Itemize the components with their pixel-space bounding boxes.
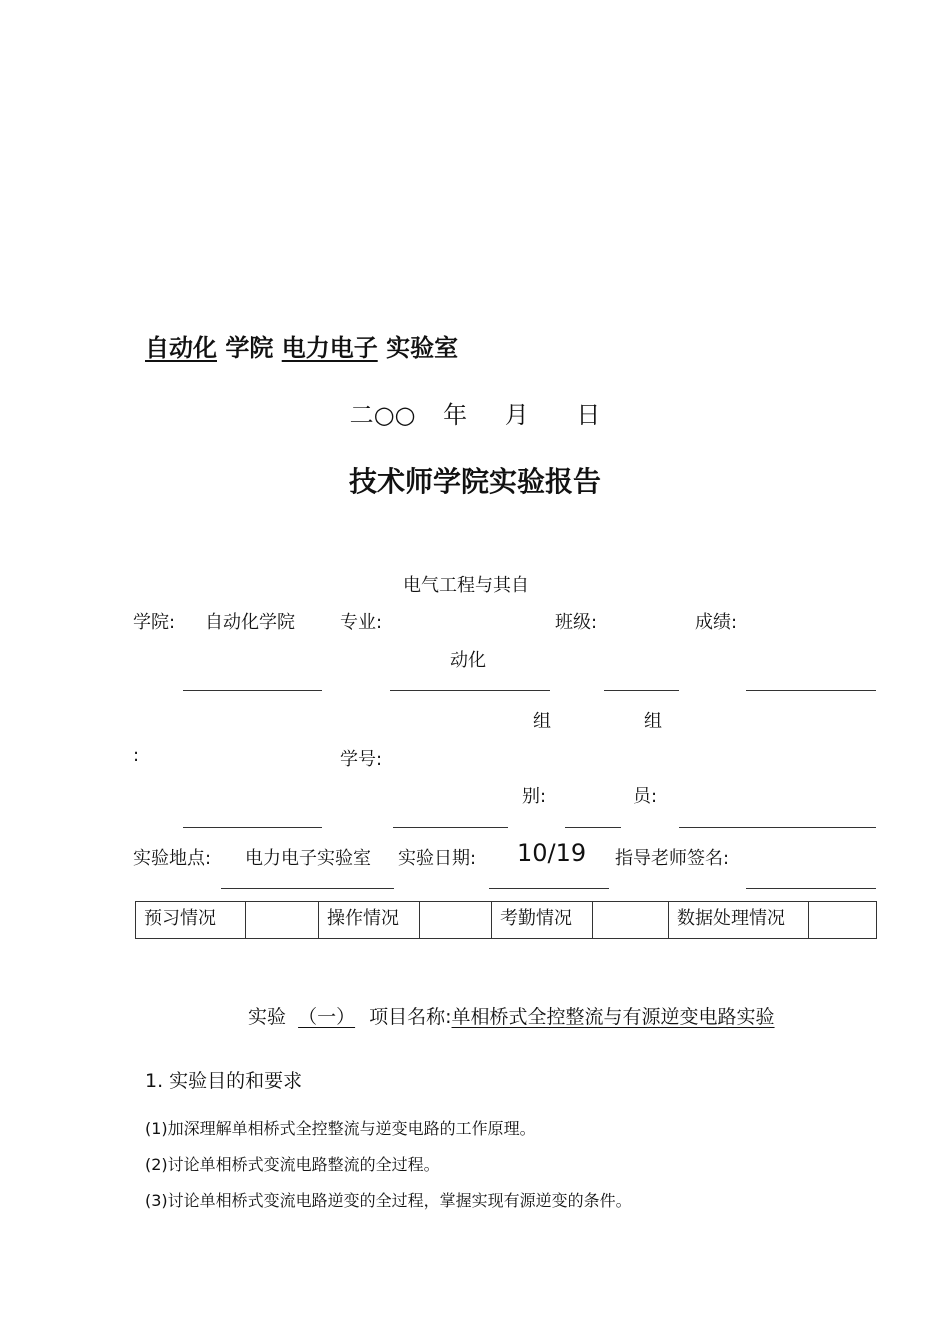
experiment-number: （一） <box>298 1006 356 1028</box>
college-label: 学院: <box>133 612 176 633</box>
class-underline <box>604 690 679 691</box>
preview-value-cell <box>246 902 319 939</box>
section-heading: 1. 实验目的和要求 <box>145 1070 303 1092</box>
operation-label-cell: 操作情况 <box>319 902 420 939</box>
signature-underline <box>746 888 876 889</box>
college-value: 自动化学院 <box>205 612 295 633</box>
attendance-label-cell: 考勤情况 <box>492 902 593 939</box>
group-label-top: 组 <box>533 711 551 732</box>
data-processing-value-cell <box>809 902 877 939</box>
student-id-label: 学号: <box>340 749 383 770</box>
date-month: 月 <box>504 401 529 429</box>
project-label: 项目名称: <box>369 1006 452 1028</box>
group-member-label-bottom: 员: <box>633 786 658 807</box>
header-college-suffix: 学院 <box>225 334 274 362</box>
header-college: 自动化 <box>145 334 217 362</box>
score-label: 成绩: <box>695 612 738 633</box>
date-year-prefix: 二○○ <box>349 401 416 429</box>
major-underline <box>390 690 550 691</box>
project-name: 单相桥式全控整流与有源逆变电路实验 <box>451 1006 775 1028</box>
operation-value-cell <box>420 902 492 939</box>
group-member-label-top: 组 <box>644 711 662 732</box>
score-table <box>135 901 877 939</box>
location-label: 实验地点: <box>133 848 212 869</box>
major-label: 专业: <box>340 612 383 633</box>
major-value-line1: 电气工程与其自 <box>403 575 529 596</box>
name-label: : <box>133 745 140 766</box>
experiment-date-value: 10/19 <box>517 839 587 867</box>
group-label-bottom: 别: <box>522 786 547 807</box>
list-item: (3)讨论单相桥式变流电路逆变的全过程，掌握实现有源逆变的条件。 <box>145 1191 632 1210</box>
group-underline <box>565 827 621 828</box>
group-member-underline <box>679 827 876 828</box>
name-underline <box>183 827 322 828</box>
attendance-value-cell <box>593 902 669 939</box>
header-lab: 电力电子 <box>281 334 378 362</box>
major-value-line2: 动化 <box>450 650 486 671</box>
student-id-underline <box>393 827 508 828</box>
college-underline <box>183 690 322 691</box>
class-label: 班级: <box>555 612 598 633</box>
data-processing-label-cell: 数据处理情况 <box>669 902 809 939</box>
report-title: 技术师学院实验报告 <box>348 465 601 498</box>
preview-label-cell: 预习情况 <box>136 902 246 939</box>
date-line <box>0 395 950 430</box>
location-value: 电力电子实验室 <box>245 848 371 869</box>
table-row <box>136 902 877 939</box>
date-year: 年 <box>443 401 468 429</box>
list-item: (2)讨论单相桥式变流电路整流的全过程。 <box>145 1155 440 1174</box>
score-underline <box>746 690 876 691</box>
experiment-date-label: 实验日期: <box>398 848 477 869</box>
list-item: (1)加深理解单相桥式全控整流与逆变电路的工作原理。 <box>145 1119 536 1138</box>
header-lab-suffix: 实验室 <box>386 334 459 362</box>
experiment-title <box>248 1002 775 1029</box>
date-day: 日 <box>576 401 601 429</box>
date-underline <box>489 888 609 889</box>
teacher-signature-label: 指导老师签名: <box>615 848 730 869</box>
location-underline <box>221 888 394 889</box>
report-header <box>145 328 458 363</box>
experiment-prefix: 实验 <box>248 1006 287 1028</box>
